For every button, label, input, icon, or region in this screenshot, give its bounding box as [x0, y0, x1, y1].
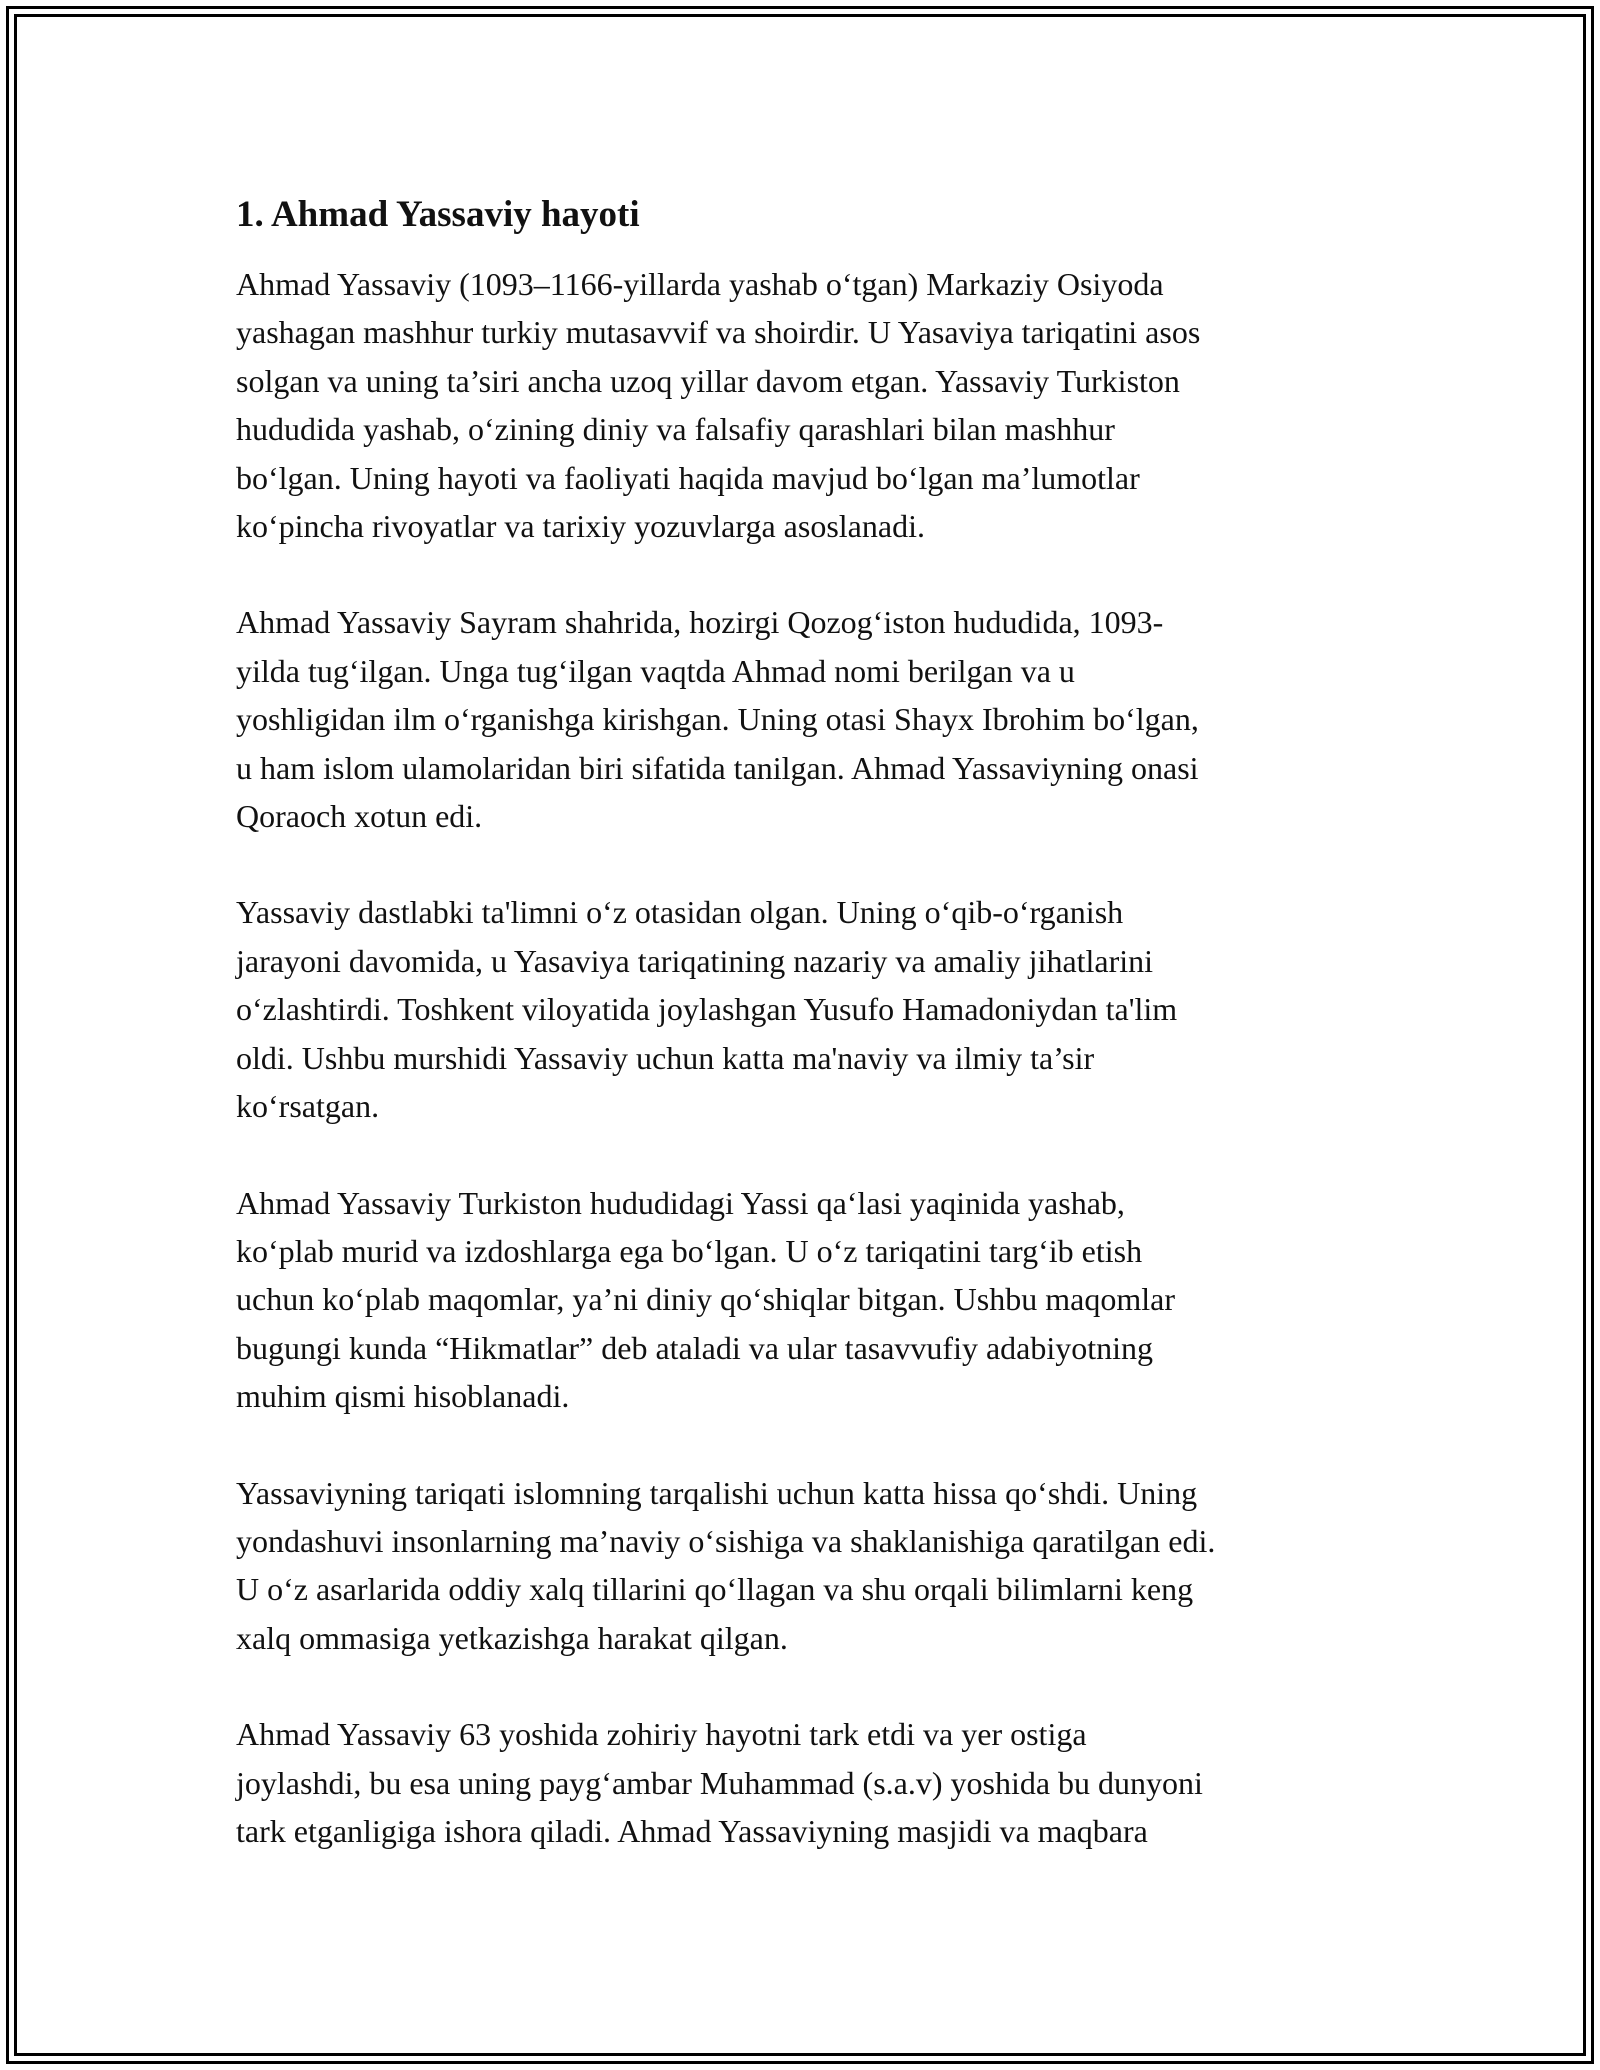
text-line: o‘zlashtirdi. Toshkent viloyatida joylashgan Yusufo Hamadoniydan ta'lim [236, 991, 1178, 1028]
text-line: Ahmad Yassaviy Turkiston hududidagi Yassi qa‘lasi yaqinida yashab, [236, 1184, 1125, 1221]
paragraph [236, 1469, 1366, 1663]
text-line: yoshligidan ilm o‘rganishga kirishgan. Uning otasi Shayx Ibrohim bo‘lgan, [236, 701, 1199, 738]
text-line: ko‘rsatgan. [236, 1088, 380, 1125]
text-line: Qoraoch xotun edi. [236, 798, 483, 835]
section-heading: 1. Ahmad Yassaviy hayoti [236, 194, 640, 235]
text-line: Ahmad Yassaviy Sayram shahrida, hozirgi Qozog‘iston hududida, 1093- [236, 604, 1164, 641]
paragraph [236, 598, 1366, 840]
text-line: bugungi kunda “Hikmatlar” deb ataladi va ular tasavvufiy adabiyotning [236, 1329, 1154, 1366]
text-line: U o‘z asarlarida oddiy xalq tillarini qo‘llagan va shu orqali bilimlarni keng [236, 1571, 1194, 1608]
text-line: yashagan mashhur turkiy mutasavvif va shoirdir. U Yasaviya tariqatini asos [236, 314, 1201, 351]
text-line: Yassaviy dastlabki ta'limni o‘z otasidan olgan. Uning o‘qib-o‘rganish [236, 894, 1124, 931]
text-line: u ham islom ulamolaridan biri sifatida tanilgan. Ahmad Yassaviyning onasi [236, 749, 1199, 786]
text-line: muhim qismi hisoblanadi. [236, 1378, 570, 1415]
text-line: solgan va uning ta’siri ancha uzoq yillar davom etgan. Yassaviy Turkiston [236, 362, 1180, 399]
text-line: xalq ommasiga yetkazishga harakat qilgan. [236, 1619, 788, 1656]
text-line: bo‘lgan. Uning hayoti va faoliyati haqida mavjud bo‘lgan ma’lumotlar [236, 459, 1140, 496]
text-line: ko‘pincha rivoyatlar va tarixiy yozuvlarga asoslanadi. [236, 508, 925, 545]
text-line: yondashuvi insonlarning ma’naviy o‘sishiga va shaklanishiga qaratilgan edi. [236, 1522, 1216, 1559]
text-line: ko‘plab murid va izdoshlarga ega bo‘lgan. U o‘z tariqatini targ‘ib etish [236, 1232, 1143, 1269]
text-line: uchun ko‘plab maqomlar, ya’ni diniy qo‘shiqlar bitgan. Ushbu maqomlar [236, 1281, 1175, 1318]
paragraph-list [236, 260, 1366, 1855]
text-line: hududida yashab, o‘zining diniy va falsafiy qarashlari bilan mashhur [236, 411, 1115, 448]
text-line: joylashdi, bu esa uning payg‘ambar Muhammad (s.a.v) yoshida bu dunyoni [236, 1764, 1203, 1801]
paragraph [236, 260, 1366, 550]
text-line: Ahmad Yassaviy (1093–1166-yillarda yashab o‘tgan) Markaziy Osiyoda [236, 266, 1164, 302]
text-line: yilda tug‘ilgan. Unga tug‘ilgan vaqtda Ahmad nomi berilgan va u [236, 652, 1075, 689]
document-body [236, 188, 1366, 1855]
paragraph [236, 1710, 1366, 1855]
text-line: Yassaviyning tariqati islomning tarqalishi uchun katta hissa qo‘shdi. Uning [236, 1474, 1198, 1511]
paragraph [236, 888, 1366, 1130]
text-line: oldi. Ushbu murshidi Yassaviy uchun katta ma'naviy va ilmiy ta’sir [236, 1039, 1095, 1076]
paragraph [236, 1179, 1366, 1421]
text-line: jarayoni davomida, u Yasaviya tariqatining nazariy va amaliy jihatlarini [236, 942, 1154, 979]
text-line: Ahmad Yassaviy 63 yoshida zohiriy hayotni tark etdi va yer ostiga [236, 1716, 1087, 1753]
text-line: tark etganligiga ishora qiladi. Ahmad Yassaviyning masjidi va maqbara [236, 1812, 1148, 1849]
